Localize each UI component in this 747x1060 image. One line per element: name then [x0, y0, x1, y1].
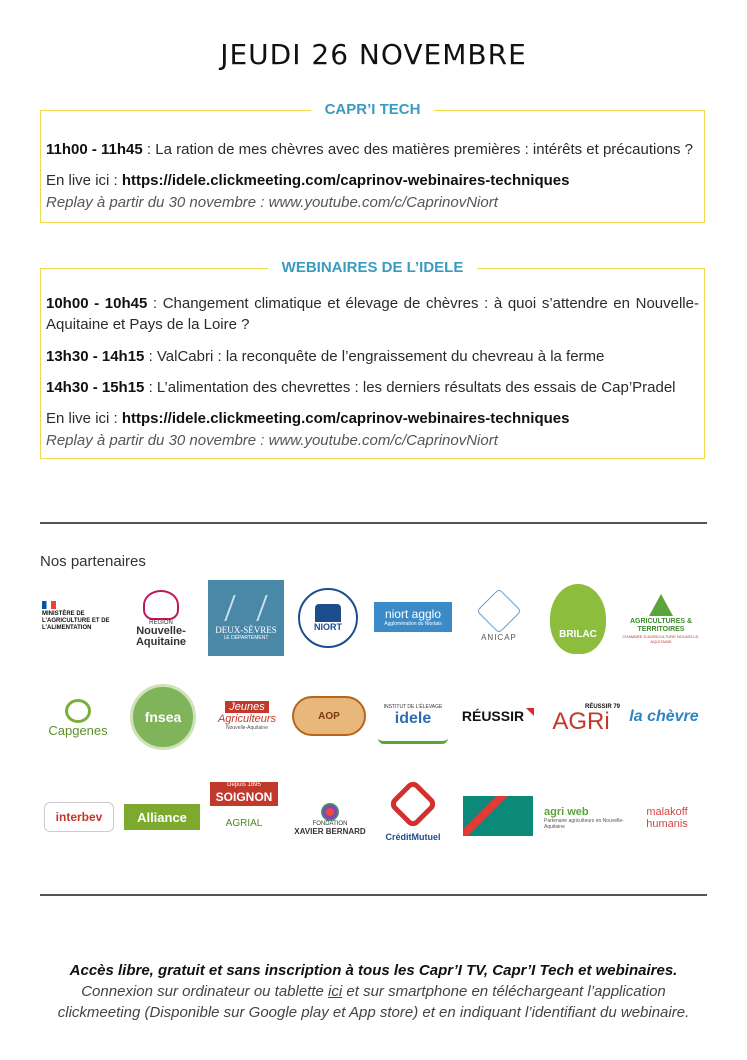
- session-time: 10h00 - 10h45: [46, 295, 148, 312]
- aop-name: AOP: [318, 710, 340, 722]
- webinaires-live: [46, 408, 699, 429]
- caprtech-live: [46, 170, 699, 191]
- fnsea-logo: [130, 684, 196, 750]
- live-prefix: En live ici :: [46, 172, 122, 189]
- niortagglo-sub: Agglomération du Niortais: [384, 621, 442, 627]
- deuxsevres-logo: [208, 580, 284, 656]
- webinaires-section: [40, 259, 705, 459]
- credit-agricole-logo: [460, 792, 536, 840]
- session-text: : Changement climatique et élevage de chèvres : à quoi s’attendre en Nouvelle-Aquitaine et Pays de la Loire ?: [46, 295, 699, 333]
- webinaire-session: [46, 293, 699, 335]
- idele-name: idele: [394, 709, 432, 727]
- footer-line2: Connexion sur ordinateur ou tablette ici et sur smartphone en téléchargeant l’application: [81, 983, 666, 1000]
- jeunes-agriculteurs-logo: [212, 686, 282, 746]
- footer: [0, 960, 747, 1023]
- divider: [40, 522, 707, 524]
- niortagglo-name: niort agglo: [384, 607, 442, 621]
- niort-emblem-icon: [315, 604, 341, 622]
- agri79-logo: [542, 694, 620, 744]
- session-text: : ValCabri : la reconquête de l’engraissement du chevreau à la ferme: [144, 348, 605, 365]
- agri-terr-name: AGRICULTURES & TERRITOIRES: [629, 618, 693, 633]
- session-time: 11h00 - 11h45: [46, 141, 143, 158]
- webinaires-replay: Replay à partir du 30 novembre : www.youtube.com/c/CaprinovNiort: [46, 432, 498, 449]
- live-link[interactable]: https://idele.clickmeeting.com/caprinov-webinaires-techniques: [121, 410, 570, 427]
- ministere-logo: [42, 596, 116, 636]
- malakoff-name: malakoff: [646, 806, 688, 818]
- session-text: : La ration de mes chèvres avec des matières premières : intérêts et précautions ?: [142, 141, 694, 158]
- ja-agriculteurs: Agriculteurs: [217, 713, 277, 725]
- alliance-name: Alliance: [137, 809, 187, 825]
- region-name: Nouvelle-Aquitaine: [135, 625, 187, 648]
- capgenes-logo: [42, 690, 114, 746]
- capgenes-name: Capgenes: [48, 722, 108, 738]
- humanis-name: humanis: [646, 818, 688, 830]
- caprtech-section: [40, 101, 705, 223]
- malakoff-logo: [632, 802, 702, 834]
- region-small: RÉGION: [149, 620, 173, 626]
- alliance-logo: [124, 804, 200, 830]
- brilac-logo: [550, 584, 606, 654]
- mutuel-word: Mutuel: [411, 832, 441, 842]
- caprtech-replay: Replay à partir du 30 novembre : www.youtube.com/c/CaprinovNiort: [46, 194, 498, 211]
- niort-name: NIORT: [314, 622, 342, 632]
- niortagglo-logo: [374, 602, 452, 632]
- region-logo: [128, 584, 194, 654]
- region-emblem-icon: [143, 590, 179, 620]
- interbev-logo: [44, 802, 114, 832]
- live-link[interactable]: https://idele.clickmeeting.com/caprinov-webinaires-techniques: [121, 172, 570, 189]
- footer-line3: clickmeeting (Disponible sur Google play et App store) et en indiquant l’identifiant du webinaire.: [57, 1004, 690, 1021]
- lachevre-logo: [624, 702, 704, 732]
- fondation-small: FONDATION: [312, 820, 348, 827]
- fondation-name: XAVIER BERNARD: [294, 826, 366, 836]
- goat-icon: [476, 588, 521, 633]
- niort-logo: [298, 588, 358, 648]
- wheat-icon: [224, 595, 267, 621]
- idele-logo: [378, 690, 448, 744]
- fnsea-name: fnsea: [144, 709, 182, 725]
- soignon-top: Depuis 1895: [210, 782, 278, 788]
- agriweb-name: agri web: [544, 806, 589, 818]
- agri79-badge: RÉUSSIR 79: [584, 704, 620, 710]
- reussir-logo: [458, 704, 538, 728]
- soignon-name: SOIGNON: [210, 788, 278, 806]
- webinaires-heading: WEBINAIRES DE L’IDELE: [268, 259, 478, 276]
- credit-mutuel-emblem-icon: [388, 780, 439, 829]
- ministere-text: MINISTÈRE DE L’AGRICULTURE ET DE L’ALIMENTATION: [42, 610, 110, 631]
- deuxsevres-name: DEUX-SÈVRES: [215, 625, 277, 635]
- credit-mutuel-logo: [376, 780, 450, 848]
- fondation-logo: [288, 794, 372, 844]
- chambre-emblem-icon: [649, 594, 673, 616]
- footer-link[interactable]: ici: [328, 983, 343, 1000]
- session-text: : L’alimentation des chevrettes : les derniers résultats des essais de Cap’Pradel: [144, 379, 676, 396]
- brilac-name: BRILAC: [559, 628, 597, 640]
- reussir-name: RÉUSSIR: [461, 708, 525, 724]
- interbev-name: interbev: [55, 810, 103, 824]
- agri-terr-sub: CHAMBRE D’AGRICULTURE NOUVELLE-AQUITAINE: [622, 634, 700, 644]
- caprtech-session: [46, 139, 699, 160]
- ja-jeunes: Jeunes: [225, 701, 268, 713]
- footer-bold: Accès libre, gratuit et sans inscription à tous les Capr’I TV, Capr’I Tech et webinaires.: [69, 962, 678, 979]
- session-time: 13h30 - 14h15: [46, 348, 145, 365]
- session-time: 14h30 - 15h15: [46, 379, 145, 396]
- credit-agricole-emblem-icon: [463, 796, 533, 836]
- webinaire-session: [46, 377, 699, 398]
- agriweb-logo: [544, 800, 626, 836]
- agri79-name: AGRi: [552, 708, 610, 735]
- agri-territoires-logo: [622, 584, 700, 654]
- live-prefix: En live ici :: [46, 410, 122, 427]
- fondation-flower-icon: [321, 803, 339, 821]
- soignon-agrial-logo: [210, 782, 278, 852]
- capgenes-emblem-icon: [65, 699, 91, 723]
- credit-word: Crédit: [385, 832, 412, 842]
- ja-region: Nouvelle-Aquitaine: [226, 725, 268, 731]
- aop-logo: [292, 696, 366, 736]
- anicap-logo: [460, 588, 538, 648]
- caprtech-heading: CAPR’I TECH: [311, 101, 435, 118]
- agriweb-sub: Partenaire agriculteurs en Nouvelle-Aquitaine: [544, 818, 624, 830]
- lachevre-name: la chèvre: [629, 708, 699, 725]
- anicap-name: ANICAP: [481, 632, 517, 642]
- partners-label: Nos partenaires: [40, 553, 146, 570]
- agrial-name: AGRIAL: [225, 818, 263, 829]
- divider: [40, 894, 707, 896]
- reussir-flag-icon: [526, 708, 534, 716]
- deuxsevres-sub: LE DÉPARTEMENT: [223, 635, 269, 641]
- webinaire-session: [46, 346, 699, 367]
- idele-small: INSTITUT DE L’ÉLEVAGE: [383, 703, 443, 710]
- page-title: JEUDI 26 NOVEMBRE: [220, 38, 527, 71]
